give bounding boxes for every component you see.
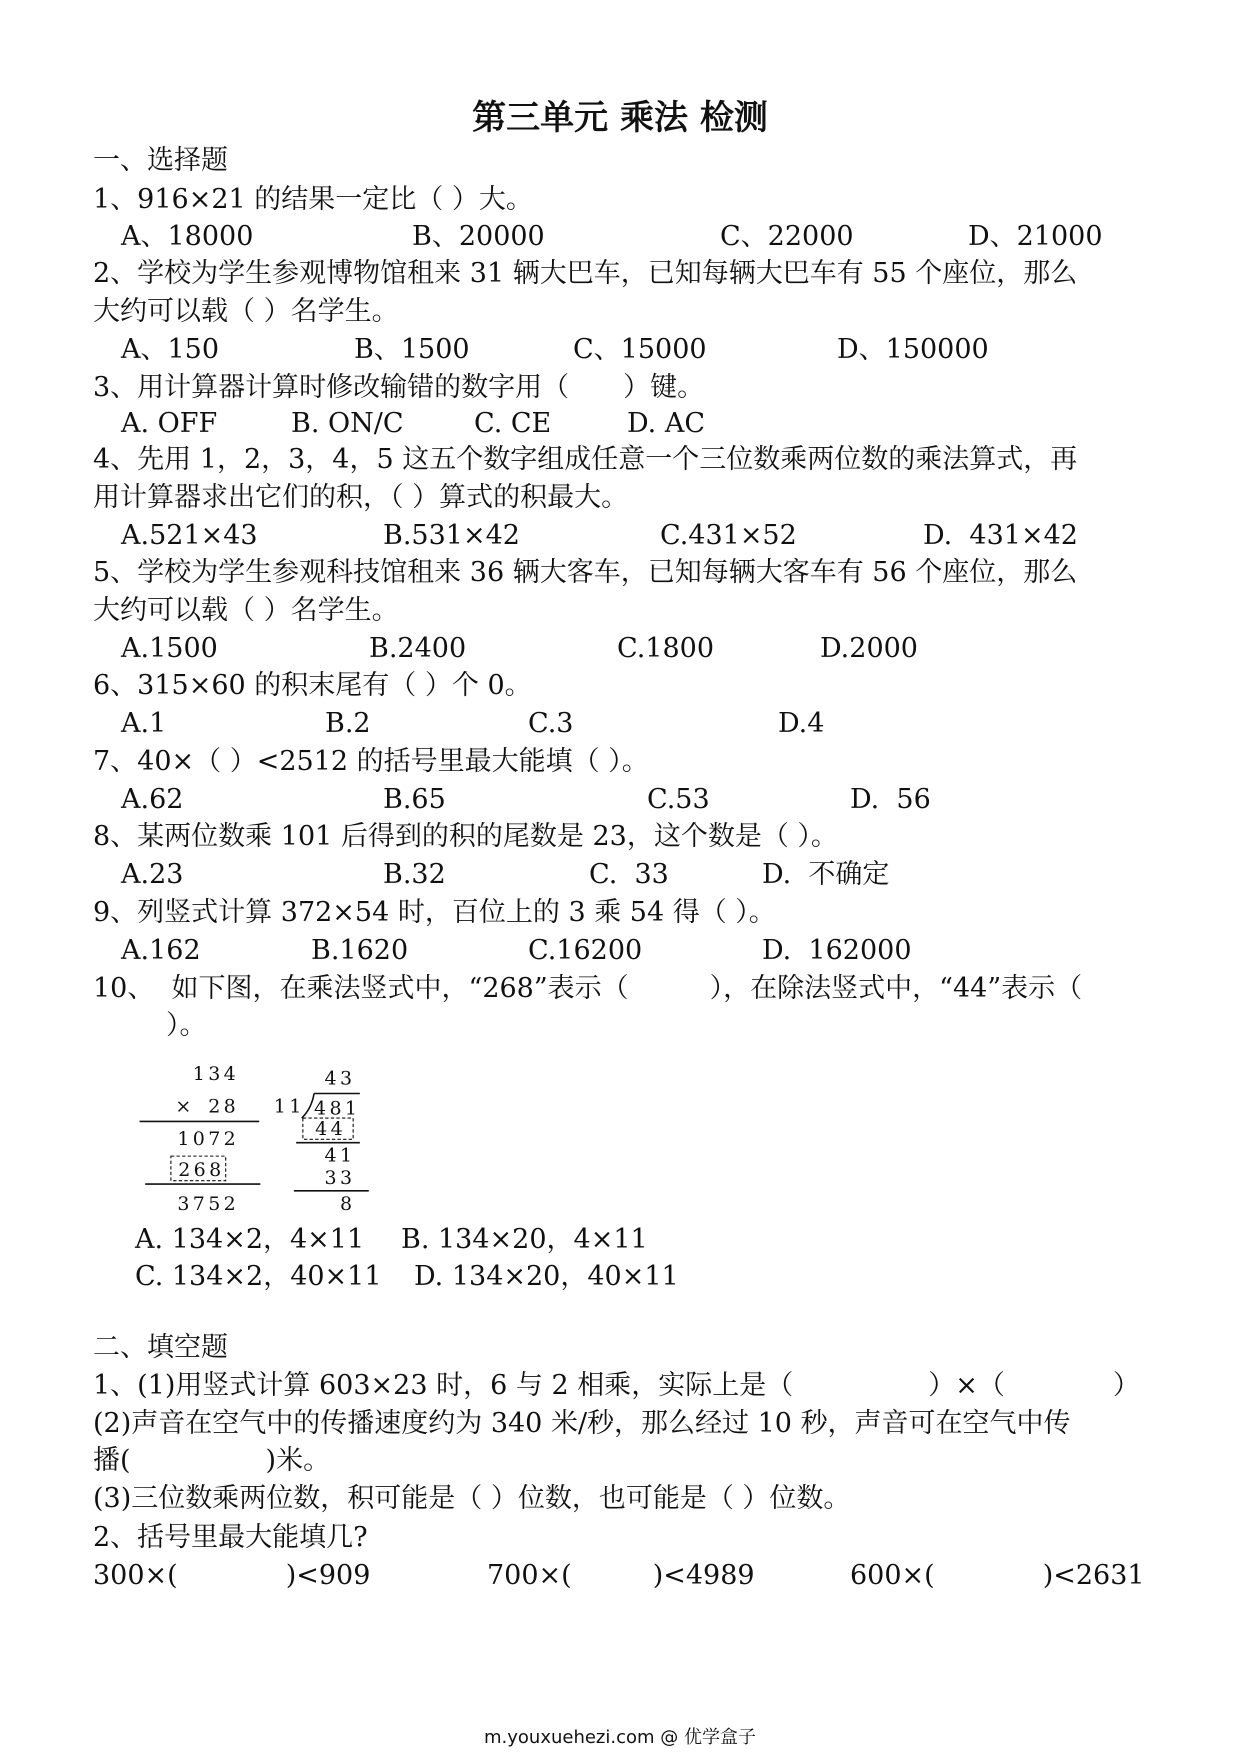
question-10-text: 10、 如下图，在乘法竖式中，“268”表示（ ），在除法竖式中，“44”表示（ [93,973,1083,1004]
question-8-option-a: A.23 [121,859,184,890]
question-4-text-cont: 用计算器求出它们的积，（ ）算式的积最大。 [93,482,629,513]
question-6-text: 6、315×60 的积末尾有（ ）个 0。 [93,670,532,701]
question-5-option-a: A.1500 [121,633,218,664]
mult-multiplicand: 134 [192,1063,240,1086]
question-4-option-b: B.531×42 [383,520,520,551]
question-2-option-b: B、1500 [354,334,470,365]
fill-item-3: 600×( )<2631 [850,1560,1145,1591]
question-7-option-a: A.62 [121,784,184,815]
question-7-option-d: D. 56 [850,784,931,815]
question-10-text-cont: ）。 [166,1010,207,1041]
question-9-text: 9、列竖式计算 372×54 时，百位上的 3 乘 54 得（ ）。 [93,897,776,928]
fill-item-1: 300×( )<909 [93,1560,371,1591]
question-8-option-b: B.32 [383,859,446,890]
question-6-option-d: D.4 [778,708,825,739]
question-9-option-b: B.1620 [311,935,409,966]
question-4-option-c: C.431×52 [660,520,797,551]
question-1-text: 1、916×21 的结果一定比（ ）大。 [93,184,533,215]
question-1-option-a: A、18000 [121,221,254,252]
question-10-option-b: B. 134×20，4×11 [401,1224,648,1255]
section-heading-choice: 一、选择题 [93,145,228,176]
question-8-text: 8、某两位数乘 101 后得到的积的尾数是 23，这个数是（ ）。 [93,821,838,852]
question-2-text-cont: 大约可以载（ ）名学生。 [93,296,399,327]
question-1-option-d: D、21000 [968,221,1103,252]
question-3-option-a: A. OFF [121,408,218,439]
question-8-option-d: D. 不确定 [762,859,890,890]
page-title: 第三单元 乘法 检测 [472,98,768,138]
question-5-option-d: D.2000 [820,633,918,664]
question-1-option-c: C、22000 [720,221,854,252]
question-10-option-c: C. 134×2，40×11 [135,1261,382,1292]
div-step-2: 33 [324,1167,356,1190]
question-4-text: 4、先用 1，2，3，4，5 这五个数字组成任意一个三位数乘两位数的乘法算式，再 [93,444,1078,475]
mult-partial-2: 268 [178,1159,225,1182]
question-7-option-b: B.65 [383,784,446,815]
div-remainder: 8 [339,1192,356,1215]
div-quotient: 43 [324,1067,356,1090]
question-5-text-cont: 大约可以载（ ）名学生。 [93,595,399,626]
question-6-option-a: A.1 [121,708,167,739]
question-2-option-a: A、150 [121,334,220,365]
question-3-option-d: D. AC [627,408,706,439]
question-2-option-d: D、150000 [837,334,989,365]
question-3-text: 3、用计算器计算时修改输错的数字用（ ）键。 [93,372,705,403]
fill-question-1-part-2: (2)声音在空气中的传播速度约为 340 米/秒，那么经过 10 秒，声音可在空气中传 [93,1408,1071,1439]
question-6-option-b: B.2 [325,708,371,739]
div-remainder-1: 41 [324,1144,356,1167]
section-heading-fill: 二、填空题 [93,1332,228,1363]
question-9-option-c: C.16200 [528,935,643,966]
question-8-option-c: C. 33 [589,859,669,890]
question-9-option-d: D. 162000 [762,935,912,966]
question-4-option-a: A.521×43 [121,520,258,551]
fill-question-1-part-3: (3)三位数乘两位数，积可能是（ ）位数，也可能是（ ）位数。 [93,1483,851,1514]
mult-multiplier: 28 [208,1095,240,1118]
question-2-text: 2、学校为学生参观博物馆租来 31 辆大巴车，已知每辆大巴车有 55 个座位，那么 [93,258,1078,289]
question-5-option-c: C.1800 [617,633,714,664]
mult-sign: × [175,1095,195,1118]
question-5-text: 5、学校为学生参观科技馆租来 36 辆大客车，已知每辆大客车有 56 个座位，那么 [93,557,1078,588]
question-9-option-a: A.162 [121,935,201,966]
fill-question-1-part-2-cont: 播( )米。 [93,1445,331,1476]
question-2-option-c: C、15000 [573,334,707,365]
fill-question-1-part-1: 1、(1)用竖式计算 603×23 时，6 与 2 相乘，实际上是（ ）×（ ） [93,1370,1140,1401]
question-10-option-d: D. 134×20，40×11 [414,1261,679,1292]
fill-item-2: 700×( )<4989 [487,1560,755,1591]
question-1-option-b: B、20000 [412,221,545,252]
div-step-1: 44 [315,1117,347,1140]
question-4-option-d: D. 431×42 [923,520,1078,551]
question-3-option-c: C. CE [474,408,552,439]
mult-partial-1: 1072 [177,1127,240,1150]
mult-product: 3752 [177,1192,240,1215]
fill-question-2-text: 2、括号里最大能填几? [93,1522,368,1553]
question-5-option-b: B.2400 [369,633,467,664]
question-10-option-a: A. 134×2，4×11 [135,1224,365,1255]
page-footer: m.youxuehezi.com @ 优学盒子 [483,1727,756,1748]
div-dividend: 481 [314,1097,361,1120]
question-6-option-c: C.3 [528,708,574,739]
div-divisor: 11 [273,1095,305,1118]
calculation-figure [134,1052,380,1220]
question-3-option-b: B. ON/C [291,408,404,439]
question-7-text: 7、40×（ ）<2512 的括号里最大能填（ ）。 [93,746,649,777]
question-7-option-c: C.53 [647,784,710,815]
